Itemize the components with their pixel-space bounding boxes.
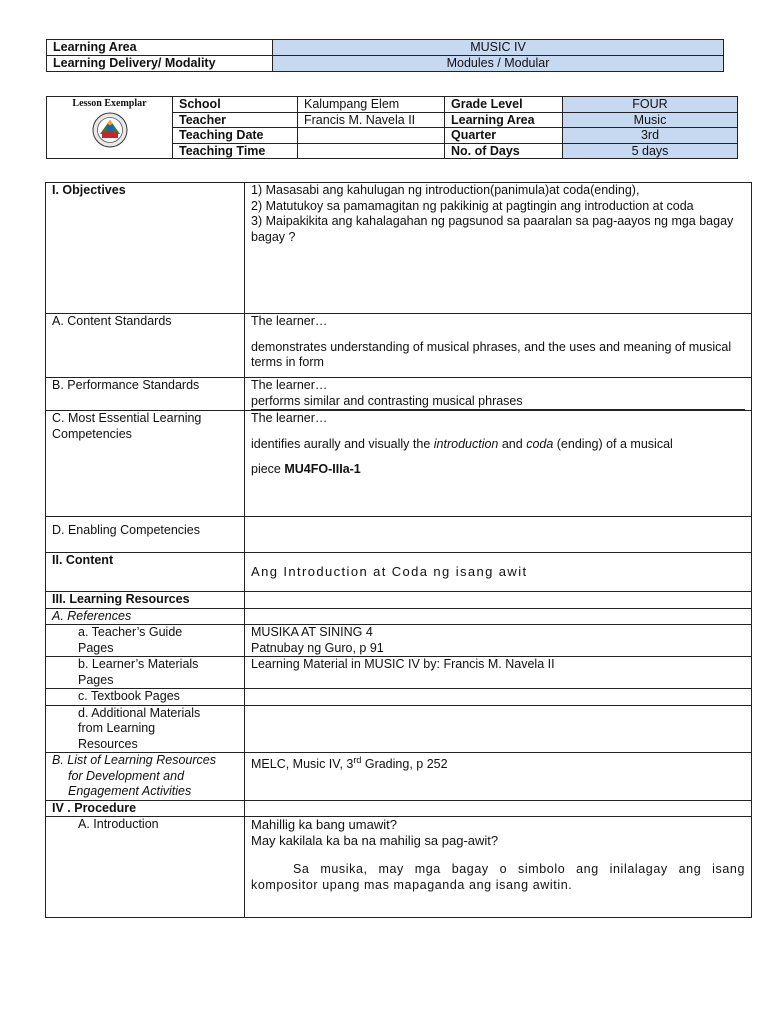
references-value xyxy=(245,608,752,625)
info-row-school xyxy=(47,97,738,113)
teachers-guide-pages: Patnubay ng Guro, p 91 xyxy=(251,640,384,655)
melc-introduction-term: introduction xyxy=(433,436,499,451)
quarter-label: Quarter xyxy=(445,128,563,144)
teachers-guide-cell xyxy=(46,625,245,657)
melc-text xyxy=(251,437,745,453)
row-references xyxy=(46,608,752,625)
teacher-label: Teacher xyxy=(173,112,298,128)
no-of-days-label: No. of Days xyxy=(445,143,563,159)
school-value: Kalumpang Elem xyxy=(298,97,445,113)
row-objectives xyxy=(46,183,752,314)
melc-label: C. Most Essential Learning Competencies xyxy=(46,411,245,517)
enabling-label: D. Enabling Competencies xyxy=(46,517,245,553)
school-label: School xyxy=(173,97,298,113)
quarter-value: 3rd xyxy=(563,128,738,144)
introduction-question-1: Mahillig ka bang umawit? xyxy=(251,817,397,832)
list-of-resources-label-2: for Development and Engagement Activities xyxy=(68,768,192,798)
textbook-cell xyxy=(46,689,245,706)
row-performance-standards xyxy=(46,378,752,411)
school-seal-icon xyxy=(92,112,128,148)
procedure-label: IV . Procedure xyxy=(46,800,245,817)
teaching-time-label: Teaching Time xyxy=(173,143,298,159)
list-value-part: MELC, Music IV, 3 xyxy=(251,757,354,772)
objectives-label: I. Objectives xyxy=(46,183,245,314)
content-standards-cell xyxy=(245,314,752,378)
melc-coda-term: coda xyxy=(526,436,554,451)
melc-cell xyxy=(245,411,752,517)
melc-code: MU4FO-IIIa-1 xyxy=(284,462,361,476)
grade-level-value: FOUR xyxy=(563,97,738,113)
modality-value: Modules / Modular xyxy=(273,56,724,72)
learners-materials-value: Learning Material in MUSIC IV by: Francis M. Navela II xyxy=(245,657,752,689)
performance-standards-cell xyxy=(245,378,752,411)
learners-materials-cell xyxy=(46,657,245,689)
learning-resources-value xyxy=(245,592,752,609)
header-table xyxy=(46,39,724,72)
objective-item: 1) Masasabi ang kahulugan ng introduction(panimula)at coda(ending), xyxy=(251,183,640,197)
teaching-date-value xyxy=(298,128,445,144)
row-learning-resources xyxy=(46,592,752,609)
learners-materials-label: b. Learner’s Materials Pages xyxy=(78,657,199,687)
introduction-cell xyxy=(46,817,245,918)
info-learning-area-value: Music xyxy=(563,112,738,128)
objective-item: 2) Matutukoy sa pamamagitan ng pakikinig at pagtingin ang introduction at coda xyxy=(251,198,694,213)
references-label: A. References xyxy=(46,608,245,625)
teacher-value: Francis M. Navela II xyxy=(298,112,445,128)
content-standards-label: A. Content Standards xyxy=(46,314,245,378)
additional-materials-value xyxy=(245,705,752,753)
row-list-of-resources xyxy=(46,753,752,801)
melc-text-part: identifies aurally and visually the xyxy=(251,436,434,451)
teaching-time-value xyxy=(298,143,445,159)
enabling-value xyxy=(245,517,752,553)
melc-intro: The learner… xyxy=(251,411,328,425)
row-content xyxy=(46,553,752,592)
row-content-standards xyxy=(46,314,752,378)
list-value-part: Grading, p 252 xyxy=(361,757,448,772)
learning-area-label: Learning Area xyxy=(47,40,273,56)
content-label: II. Content xyxy=(46,553,245,592)
row-teachers-guide xyxy=(46,625,752,657)
row-textbook xyxy=(46,689,752,706)
lesson-plan-table xyxy=(45,182,752,918)
melc-piece xyxy=(251,462,745,478)
modality-label: Learning Delivery/ Modality xyxy=(47,56,273,72)
additional-materials-cell xyxy=(46,705,245,753)
lesson-exemplar-label: Lesson Exemplar xyxy=(72,98,147,109)
textbook-value xyxy=(245,689,752,706)
objective-item: 3) Maipakikita ang kahalagahan ng pagsunod sa paaralan sa pag-aayos ng mga bagay bagay ? xyxy=(251,214,734,244)
teachers-guide-value-cell xyxy=(245,625,752,657)
list-of-resources-label: B. List of Learning Resources xyxy=(52,753,216,767)
content-standards-intro: The learner… xyxy=(251,314,328,328)
performance-standards-label: B. Performance Standards xyxy=(46,378,245,411)
lesson-info-table xyxy=(46,96,738,159)
melc-text-part: and xyxy=(498,436,527,451)
content-cell xyxy=(245,553,752,592)
textbook-label: c. Textbook Pages xyxy=(78,689,180,703)
header-row-modality xyxy=(47,56,724,72)
info-learning-area-label: Learning Area xyxy=(445,112,563,128)
teachers-guide-value: MUSIKA AT SINING 4 xyxy=(251,625,373,639)
list-value-sup: rd xyxy=(353,755,362,765)
performance-standards-text: performs similar and contrasting musical phrases xyxy=(251,394,745,411)
teaching-date-label: Teaching Date xyxy=(173,128,298,144)
introduction-paragraph: Sa musika, may mga bagay o simbolo ang inilalagay ang isang kompositor upang mas mapaganda ang isang awitin. xyxy=(251,862,745,892)
grade-level-label: Grade Level xyxy=(445,97,563,113)
melc-text-part: (ending) of a musical xyxy=(553,436,673,451)
learning-resources-label: III. Learning Resources xyxy=(46,592,245,609)
introduction-body xyxy=(245,817,752,918)
row-introduction xyxy=(46,817,752,918)
row-enabling xyxy=(46,517,752,553)
row-additional-materials xyxy=(46,705,752,753)
no-of-days-value: 5 days xyxy=(563,143,738,159)
additional-materials-label: d. Additional Materials from Learning Resources xyxy=(78,705,201,751)
content-value: Ang Introduction at Coda ng isang awit xyxy=(251,563,528,579)
teachers-guide-label: a. Teacher’s Guide Pages xyxy=(78,625,183,655)
row-melc xyxy=(46,411,752,517)
introduction-question-2: May kakilala ka ba na mahilig sa pag-awit? xyxy=(251,832,499,848)
row-procedure xyxy=(46,800,752,817)
objectives-cell xyxy=(245,183,752,314)
logo-cell xyxy=(47,97,173,159)
melc-piece-text: piece xyxy=(251,462,285,476)
content-standards-text: demonstrates understanding of musical phrases, and the uses and meaning of musical terms in form xyxy=(251,339,732,369)
learning-area-value: MUSIC IV xyxy=(273,40,724,56)
header-row-learning-area xyxy=(47,40,724,56)
row-learners-materials xyxy=(46,657,752,689)
introduction-label: A. Introduction xyxy=(78,817,159,831)
performance-standards-intro: The learner… xyxy=(251,378,328,392)
list-of-resources-cell xyxy=(46,753,245,801)
procedure-value xyxy=(245,800,752,817)
list-of-resources-value xyxy=(245,753,752,801)
